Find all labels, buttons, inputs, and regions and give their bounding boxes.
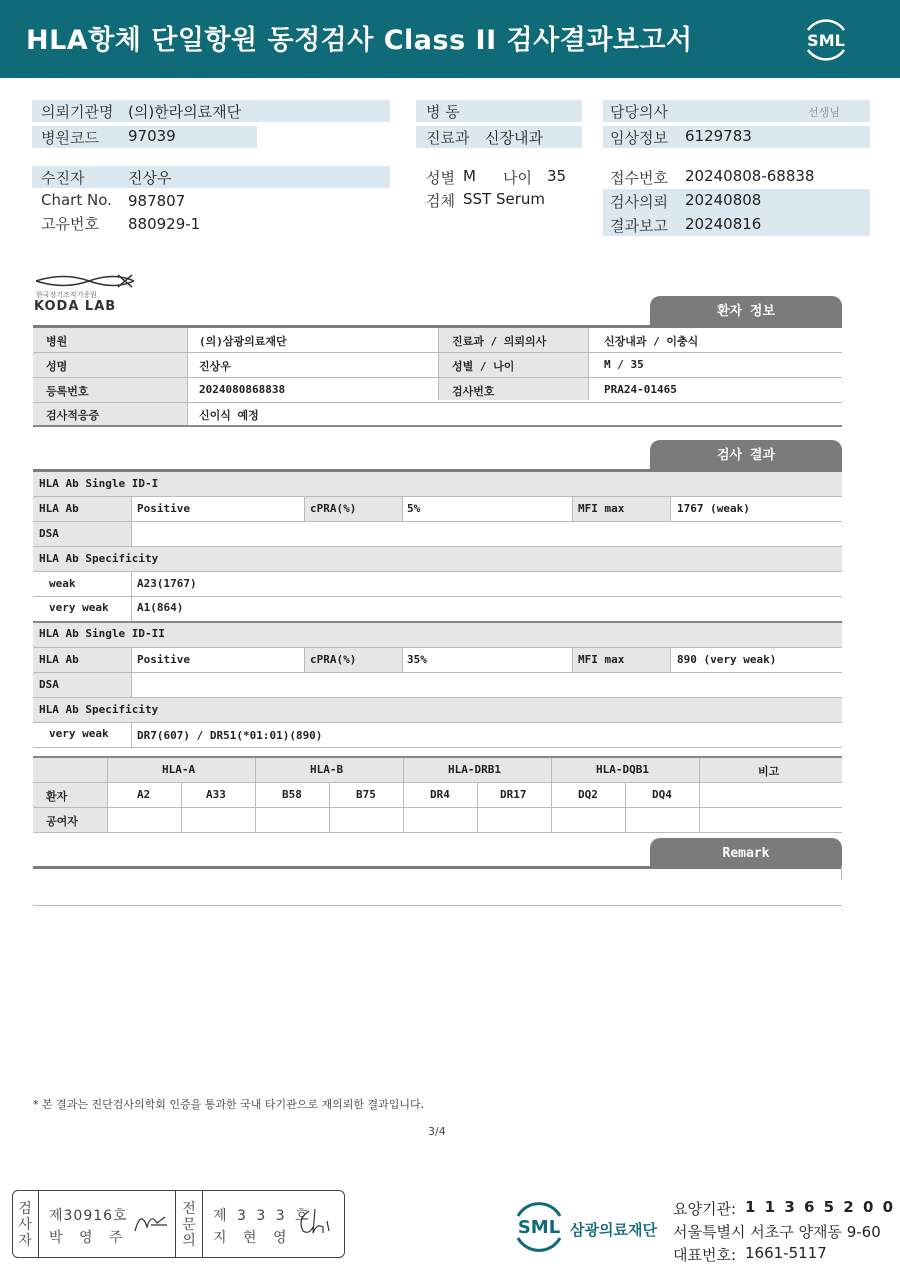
col-divider bbox=[131, 597, 132, 621]
dept-doctor-label: 진료과 / 의뢰의사 bbox=[452, 335, 547, 348]
requester-label: 의뢰기관명 bbox=[41, 103, 114, 121]
test-result-tab: 검사 결과 bbox=[650, 440, 842, 470]
typing-patient-cell: B75 bbox=[356, 788, 376, 801]
sex-value: M bbox=[463, 167, 476, 185]
page-number: 3/4 bbox=[428, 1125, 446, 1138]
koda-logo bbox=[34, 272, 144, 320]
class1-spec-value: A1(864) bbox=[137, 601, 184, 614]
report-date-label: 결과보고 bbox=[610, 217, 668, 235]
col-divider bbox=[572, 497, 573, 521]
clinical-value: 6129783 bbox=[685, 127, 752, 145]
class2-mfi-label: MFI max bbox=[578, 653, 625, 666]
signature-box bbox=[12, 1190, 345, 1258]
row-divider bbox=[33, 672, 842, 673]
koda-emblem-icon bbox=[34, 272, 144, 290]
row-divider bbox=[33, 807, 842, 808]
specimen-value: SST Serum bbox=[463, 190, 546, 208]
col-divider bbox=[131, 497, 132, 521]
row-divider bbox=[33, 496, 842, 497]
class1-cpra-value: 5% bbox=[407, 502, 421, 515]
sig2-no: 제 3 3 3 호 bbox=[213, 1208, 312, 1224]
row-divider bbox=[33, 521, 842, 522]
remark-edge bbox=[841, 866, 842, 880]
indication-value: 신이식 예정 bbox=[199, 409, 259, 422]
org-logo-text: SML bbox=[517, 1217, 561, 1238]
col-divider bbox=[670, 648, 671, 672]
reg-value: 2024080868838 bbox=[199, 383, 286, 396]
info-bar bbox=[32, 166, 390, 188]
footer-note: * 본 결과는 진단검사의학회 인증을 통과한 국내 타기관으로 재의뢰한 결과입니다. bbox=[33, 1098, 425, 1111]
class1-spec-value: A23(1767) bbox=[137, 577, 197, 590]
col-divider bbox=[588, 328, 589, 400]
class2-title: HLA Ab Single ID-II bbox=[39, 627, 165, 640]
dept-value: 신장내과 bbox=[485, 129, 543, 147]
sig2-signature-icon bbox=[295, 1205, 335, 1237]
row-divider bbox=[33, 747, 842, 748]
reg-label: 등록번호 bbox=[46, 385, 89, 398]
class1-spec-title: HLA Ab Specificity bbox=[39, 552, 159, 565]
sig2-name: 지 현 영 bbox=[213, 1230, 293, 1246]
address: 서울특별시 서초구 양재동 9-60 bbox=[673, 1223, 881, 1241]
sex-age-label: 성별 / 나이 bbox=[452, 360, 515, 373]
unique-label: 고유번호 bbox=[41, 215, 99, 233]
specimen-label: 검체 bbox=[426, 192, 455, 210]
age-label: 나이 bbox=[503, 169, 532, 187]
class1-spec-label: weak bbox=[49, 577, 76, 590]
dept-label: 진료과 bbox=[426, 129, 470, 147]
typing-patient-cell: DQ2 bbox=[578, 788, 598, 801]
col-divider bbox=[131, 522, 132, 546]
indication-label: 검사적응증 bbox=[46, 409, 100, 422]
class2-spec-value: DR7(607) / DR51(*01:01)(890) bbox=[137, 729, 323, 742]
age-value: 35 bbox=[547, 167, 567, 185]
col-divider bbox=[187, 328, 188, 425]
col-divider bbox=[477, 782, 478, 832]
report-date-value: 20240816 bbox=[685, 215, 762, 233]
typing-patient-cell: DR17 bbox=[500, 788, 527, 801]
col-divider bbox=[670, 497, 671, 521]
patient-info-tab: 환자 정보 bbox=[650, 296, 842, 326]
hospital-label: 병원 bbox=[46, 335, 68, 348]
typing-patient-cell: A33 bbox=[206, 788, 226, 801]
col-divider bbox=[255, 758, 256, 832]
sml-logo-text: SML bbox=[807, 31, 845, 50]
typing-patient-cell: B58 bbox=[282, 788, 302, 801]
col-divider bbox=[181, 782, 182, 832]
col-divider bbox=[329, 782, 330, 832]
section-bottom-rule bbox=[33, 425, 842, 427]
col-divider bbox=[551, 758, 552, 832]
sig1-label: 검 사 자 bbox=[18, 1201, 32, 1249]
row-divider bbox=[33, 782, 842, 783]
typing-patient-cell: DR4 bbox=[430, 788, 450, 801]
class2-spec-label: very weak bbox=[49, 727, 109, 740]
hospital-value: (의)삼광의료재단 bbox=[199, 335, 287, 348]
request-date-value: 20240808 bbox=[685, 191, 762, 209]
col-divider bbox=[131, 673, 132, 697]
col-divider bbox=[304, 497, 305, 521]
col-divider bbox=[572, 648, 573, 672]
unique-value: 880929-1 bbox=[128, 215, 201, 233]
row-divider bbox=[33, 571, 842, 572]
requester-value: (의)한라의료재단 bbox=[128, 103, 242, 121]
col-divider bbox=[403, 758, 404, 832]
patient-label: 수진자 bbox=[41, 169, 85, 187]
class2-spec-title: HLA Ab Specificity bbox=[39, 703, 159, 716]
report-header bbox=[0, 0, 900, 78]
chart-label: Chart No. bbox=[41, 191, 112, 209]
sex-age-value: M / 35 bbox=[604, 358, 644, 371]
org-name: 삼광의료재단 bbox=[570, 1221, 657, 1239]
koda-subtitle: 한국장기조직기증원 bbox=[36, 291, 97, 299]
typing-donor-label: 공여자 bbox=[46, 815, 78, 828]
patient-value: 진상우 bbox=[128, 169, 172, 187]
doctor-suffix: 선생님 bbox=[808, 106, 840, 119]
name-label: 성명 bbox=[46, 360, 68, 373]
name-value: 진상우 bbox=[199, 360, 231, 373]
typing-header: HLA-DRB1 bbox=[448, 763, 501, 776]
col-divider bbox=[107, 758, 108, 832]
hospital-code-value: 97039 bbox=[128, 127, 176, 145]
remark-bottom-rule bbox=[33, 905, 842, 906]
col-divider bbox=[438, 328, 439, 400]
sex-label: 성별 bbox=[426, 169, 455, 187]
sig-divider bbox=[175, 1191, 176, 1257]
typing-header: 비고 bbox=[758, 765, 780, 778]
col-divider bbox=[402, 497, 403, 521]
receipt-value: 20240808-68838 bbox=[685, 167, 815, 185]
row-divider bbox=[33, 647, 842, 648]
sig1-name: 박 영 주 bbox=[49, 1230, 129, 1246]
class1-title: HLA Ab Single ID-I bbox=[39, 477, 159, 490]
class1-ab-value: Positive bbox=[137, 502, 190, 515]
receipt-label: 접수번호 bbox=[610, 169, 668, 187]
sig1-signature-icon bbox=[131, 1205, 171, 1237]
sig-divider bbox=[38, 1191, 39, 1257]
class1-mfi-value: 1767 (weak) bbox=[677, 502, 750, 515]
section-rule bbox=[33, 866, 842, 869]
typing-header: HLA-A bbox=[162, 763, 196, 776]
typing-header: HLA-DQB1 bbox=[596, 763, 649, 776]
class1-ab-label: HLA Ab bbox=[39, 502, 79, 515]
row-divider bbox=[33, 596, 842, 597]
row-divider bbox=[33, 722, 842, 723]
class1-mfi-label: MFI max bbox=[578, 502, 625, 515]
row-divider bbox=[33, 402, 842, 403]
remark-tab: Remark bbox=[650, 838, 842, 868]
sml-org-logo-icon bbox=[510, 1198, 568, 1254]
class2-ab-label: HLA Ab bbox=[39, 653, 79, 666]
col-divider bbox=[131, 723, 132, 747]
institution-label: 요양기관: bbox=[673, 1200, 737, 1218]
sig2-label: 전 문 의 bbox=[182, 1201, 196, 1249]
class2-dsa-label: DSA bbox=[39, 678, 59, 691]
hospital-code-label: 병원코드 bbox=[41, 129, 99, 147]
request-date-label: 검사의뢰 bbox=[610, 193, 668, 211]
typing-header-band bbox=[33, 758, 842, 782]
sig1-no: 제30916호 bbox=[49, 1208, 128, 1224]
class1-spec-label: very weak bbox=[49, 601, 109, 614]
class2-ab-value: Positive bbox=[137, 653, 190, 666]
doctor-label: 담당의사 bbox=[610, 103, 668, 121]
report-title: HLA항체 단일항원 동정검사 Class II 검사결과보고서 bbox=[26, 25, 693, 56]
col-divider bbox=[402, 648, 403, 672]
chart-value: 987807 bbox=[128, 192, 186, 210]
ward-label: 병 동 bbox=[426, 103, 460, 121]
class2-cpra-value: 35% bbox=[407, 653, 427, 666]
clinical-label: 임상정보 bbox=[610, 129, 668, 147]
phone: 1661-5117 bbox=[745, 1244, 827, 1262]
dept-doctor-value: 신장내과 / 이충식 bbox=[604, 335, 699, 348]
typing-patient-cell: DQ4 bbox=[652, 788, 672, 801]
koda-name: KODA LAB bbox=[34, 299, 117, 314]
typing-patient-cell: A2 bbox=[137, 788, 151, 801]
col-divider bbox=[131, 648, 132, 672]
class2-mfi-value: 890 (very weak) bbox=[677, 653, 777, 666]
typing-patient-label: 환자 bbox=[46, 790, 68, 803]
typing-header: HLA-B bbox=[310, 763, 344, 776]
class2-cpra-label: cPRA(%) bbox=[310, 653, 357, 666]
institution-no: 1 1 3 6 5 2 0 0 bbox=[745, 1198, 896, 1216]
sig-divider bbox=[202, 1191, 203, 1257]
phone-label: 대표번호: bbox=[673, 1246, 737, 1264]
test-no-label: 검사번호 bbox=[452, 385, 495, 398]
col-divider bbox=[304, 648, 305, 672]
class1-dsa-label: DSA bbox=[39, 527, 59, 540]
test-no-value: PRA24-01465 bbox=[604, 383, 677, 396]
sml-logo-icon bbox=[800, 14, 852, 64]
class1-cpra-label: cPRA(%) bbox=[310, 502, 357, 515]
col-divider bbox=[131, 572, 132, 596]
row-divider bbox=[33, 832, 842, 833]
col-divider bbox=[699, 758, 700, 832]
col-divider bbox=[625, 782, 626, 832]
